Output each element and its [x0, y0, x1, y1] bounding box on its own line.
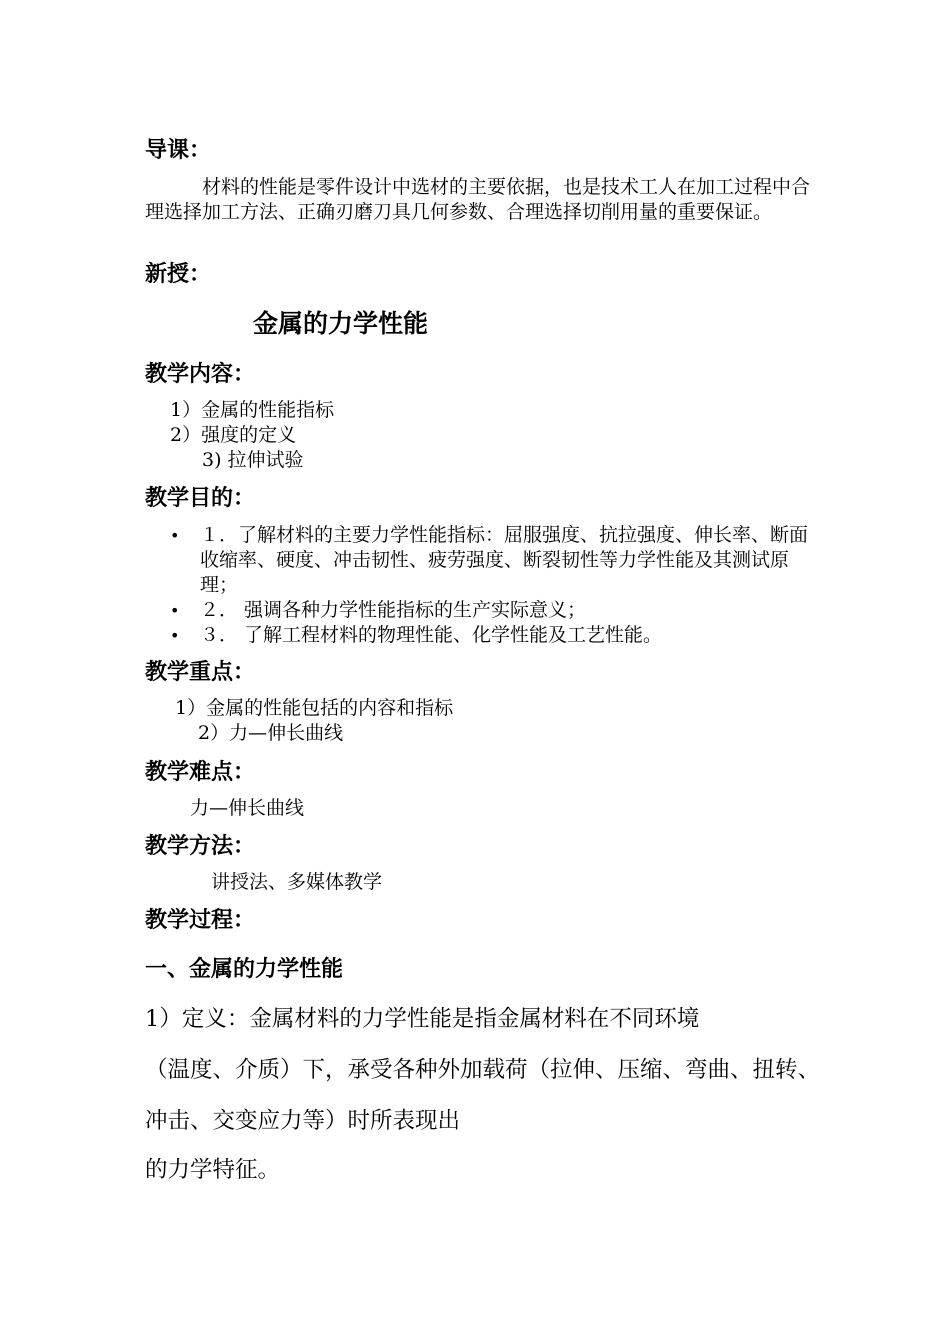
section-heading: 一、金属的力学性能: [145, 957, 344, 982]
list-item: [170, 523, 820, 598]
new-lesson-heading: 新授：: [145, 262, 212, 287]
key-point-item: 1）金属的性能包括的内容和指标: [175, 697, 454, 719]
methods-heading: 教学方法：: [145, 834, 256, 859]
difficulties-text: 力—伸长曲线: [190, 797, 305, 819]
content-item: 2）强度的定义: [170, 424, 297, 446]
lesson-title: 金属的力学性能: [253, 309, 429, 338]
objectives-list: [170, 523, 820, 648]
intro-paragraph: 材料的性能是零件设计中选材的主要依据，也是技术工人在加工过程中合理选择加工方法、正确刃磨刀具几何参数、合理选择切削用量的重要保证。: [145, 176, 811, 223]
section-line: （温度、介质）下，承受各种外加载荷（拉伸、压缩、弯曲、扭转、: [145, 1057, 821, 1083]
section-line: 冲击、交变应力等）时所表现出: [145, 1108, 461, 1134]
content-heading: 教学内容：: [145, 362, 256, 387]
key-point-item: 2）力—伸长曲线: [198, 722, 344, 744]
methods-text: 讲授法、多媒体教学: [211, 871, 383, 893]
bullet-icon: •: [170, 626, 180, 645]
objective-text: １．了解材料的主要力学性能指标：屈服强度、抗拉强度、伸长率、断面收缩率、硬度、冲击韧性、疲劳强度、断裂韧性等力学性能及其测试原理；: [200, 524, 809, 596]
bullet-icon: •: [170, 601, 180, 620]
difficulties-heading: 教学难点：: [145, 760, 256, 785]
process-heading: 教学过程：: [145, 908, 256, 933]
key-points-heading: 教学重点：: [145, 660, 256, 685]
objective-text: ２． 强调各种力学性能指标的生产实际意义；: [200, 599, 587, 621]
section-line: 的力学特征。: [145, 1157, 281, 1183]
content-item: 3) 拉伸试验: [202, 449, 304, 471]
objective-text: ３． 了解工程材料的物理性能、化学性能及工艺性能。: [200, 624, 663, 646]
list-item: [170, 623, 820, 648]
list-item: [170, 598, 820, 623]
content-item: 1）金属的性能指标: [170, 399, 335, 421]
bullet-icon: •: [170, 526, 180, 545]
objectives-heading: 教学目的：: [145, 486, 256, 511]
section-line: 1）定义：金属材料的力学性能是指金属材料在不同环境: [145, 1006, 700, 1032]
intro-heading: 导课：: [145, 138, 212, 163]
